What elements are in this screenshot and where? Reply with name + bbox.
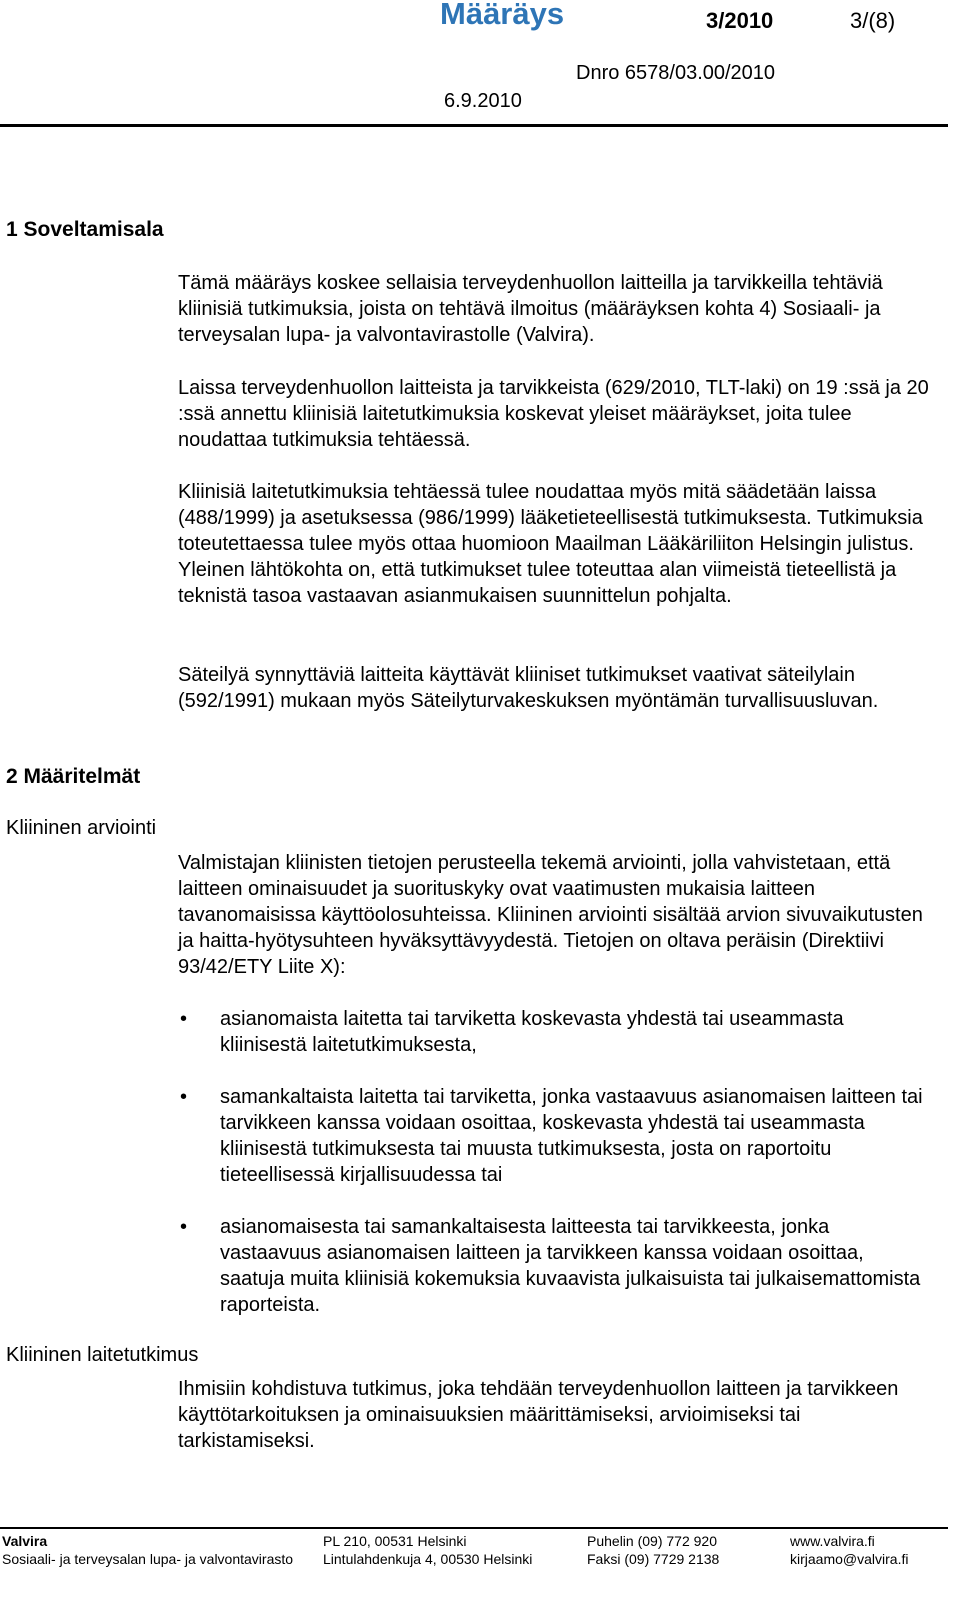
document-number: 3/2010 [706, 8, 774, 33]
definition-clinical-device-study: Ihmisiin kohdistuva tutkimus, joka tehdään terveydenhuollon laitteen ja tarvikkeen käyttötarkoituksen ja ominaisuuksien määrittämiseksi, arvioimiseksi tai tarkistamiseksi. [178, 1378, 899, 1452]
footer-org-full: Sosiaali- ja terveysalan lupa- ja valvontavirasto [2, 1551, 294, 1567]
footer-postal-address: PL 210, 00531 Helsinki [323, 1533, 467, 1549]
footer-email-link[interactable]: kirjaamo@valvira.fi [790, 1551, 909, 1567]
bullet-icon: • [180, 1086, 188, 1108]
header-divider [0, 124, 948, 127]
footer-website-link[interactable]: www.valvira.fi [790, 1533, 875, 1549]
scope-paragraph-2: Laissa terveydenhuollon laitteista ja tarvikkeista (629/2010, TLT-laki) on 19 :ssä ja 20 :ssä annettu kliinisiä laitetutkimuksia koskevat yleiset määräykset, joita tulee noudattaa tutkimuksia tehtäessä. [178, 377, 929, 451]
list-item [180, 1214, 930, 1318]
record-number: Dnro 6578/03.00/2010 [576, 62, 776, 84]
list-item-text: samankaltaista laitetta tai tarviketta, jonka vastaavuus asianomaisen laitteen tai tarvikkeen kanssa voidaan osoittaa, koskevasta yhdestä tai useammasta kliinisestä tutkimuksesta tai muusta tutkimuksesta, josta on raportoitu tieteellisessä kirjallisuudessa tai [220, 1086, 923, 1186]
list-item [180, 1006, 930, 1058]
bullet-icon: • [180, 1216, 188, 1238]
scope-paragraph-1: Tämä määräys koskee sellaisia terveydenhuollon laitteilla ja tarvikkeilla tehtäviä kliinisiä tutkimuksia, joista on tehtävä ilmoitus (määräyksen kohta 4) Sosiaali- ja terveysalan lupa- ja valvontavirastolle (Valvira). [178, 272, 883, 346]
footer-street-address: Lintulahdenkuja 4, 00530 Helsinki [323, 1551, 533, 1567]
bullet-icon: • [180, 1008, 188, 1030]
scope-paragraph-4: Säteilyä synnyttäviä laitteita käyttävät kliiniset tutkimukset vaativat säteilylain (592/1991) mukaan myös Säteilyturvakeskuksen myöntämän turvallisuusluvan. [178, 664, 879, 712]
term-clinical-device-study: Kliininen laitetutkimus [6, 1344, 199, 1366]
footer-phone: Puhelin (09) 772 920 [587, 1533, 717, 1549]
list-item [180, 1084, 930, 1188]
term-clinical-evaluation: Kliininen arviointi [6, 817, 157, 839]
page-number: 3/(8) [850, 8, 896, 33]
section-heading-definitions: 2 Määritelmät [6, 765, 141, 788]
scope-paragraph-3: Kliinisiä laitetutkimuksia tehtäessä tulee noudattaa myös mitä säädetään laissa (488/1999) ja asetuksessa (986/1999) lääketieteellisestä tutkimuksesta. Tutkimuksia toteutettaessa tulee myös ottaa huomioon Maailman Lääkäriliiton Helsingin julistus. Yleinen lähtökohta on, että tutkimukset tulee toteuttaa alan viimeistä tieteellistä ja teknistä tasoa vastaavan asianmukaisen suunnittelun pohjalta. [178, 481, 923, 607]
list-item-text: asianomaista laitetta tai tarviketta koskevasta yhdestä tai useammasta kliinisestä laitetutkimuksesta, [220, 1008, 844, 1056]
list-item-text: asianomaisesta tai samankaltaisesta laitteesta tai tarvikkeesta, jonka vastaavuus asianomaisen laitteen ja tarvikkeen kanssa voidaan osoittaa, saatuja muita kliinisiä kokemuksia kuvaavista julkaisuista tai julkaisemattomista raporteista. [220, 1216, 921, 1316]
definition-clinical-evaluation: Valmistajan kliinisten tietojen perusteella tekemä arviointi, jolla vahvistetaan, että laitteen ominaisuudet ja suorituskyky ovat vaatimusten mukaisia laitteen tavanomaisissa käyttöolosuhteissa. Kliininen arviointi sisältää arvion sivuvaikutusten ja haitta-hyötysuhteen hyväksyttävyydestä. Tietojen on oltava peräisin (Direktiivi 93/42/ETY Liite X): [178, 852, 923, 978]
footer-divider [0, 1527, 948, 1529]
evidence-source-list [180, 1006, 930, 1344]
document-date: 6.9.2010 [444, 90, 522, 112]
section-heading-scope: 1 Soveltamisala [6, 218, 164, 241]
footer-fax: Faksi (09) 7729 2138 [587, 1551, 720, 1567]
document-type-title: Määräys [440, 0, 565, 31]
footer-org: Valvira [2, 1533, 48, 1549]
